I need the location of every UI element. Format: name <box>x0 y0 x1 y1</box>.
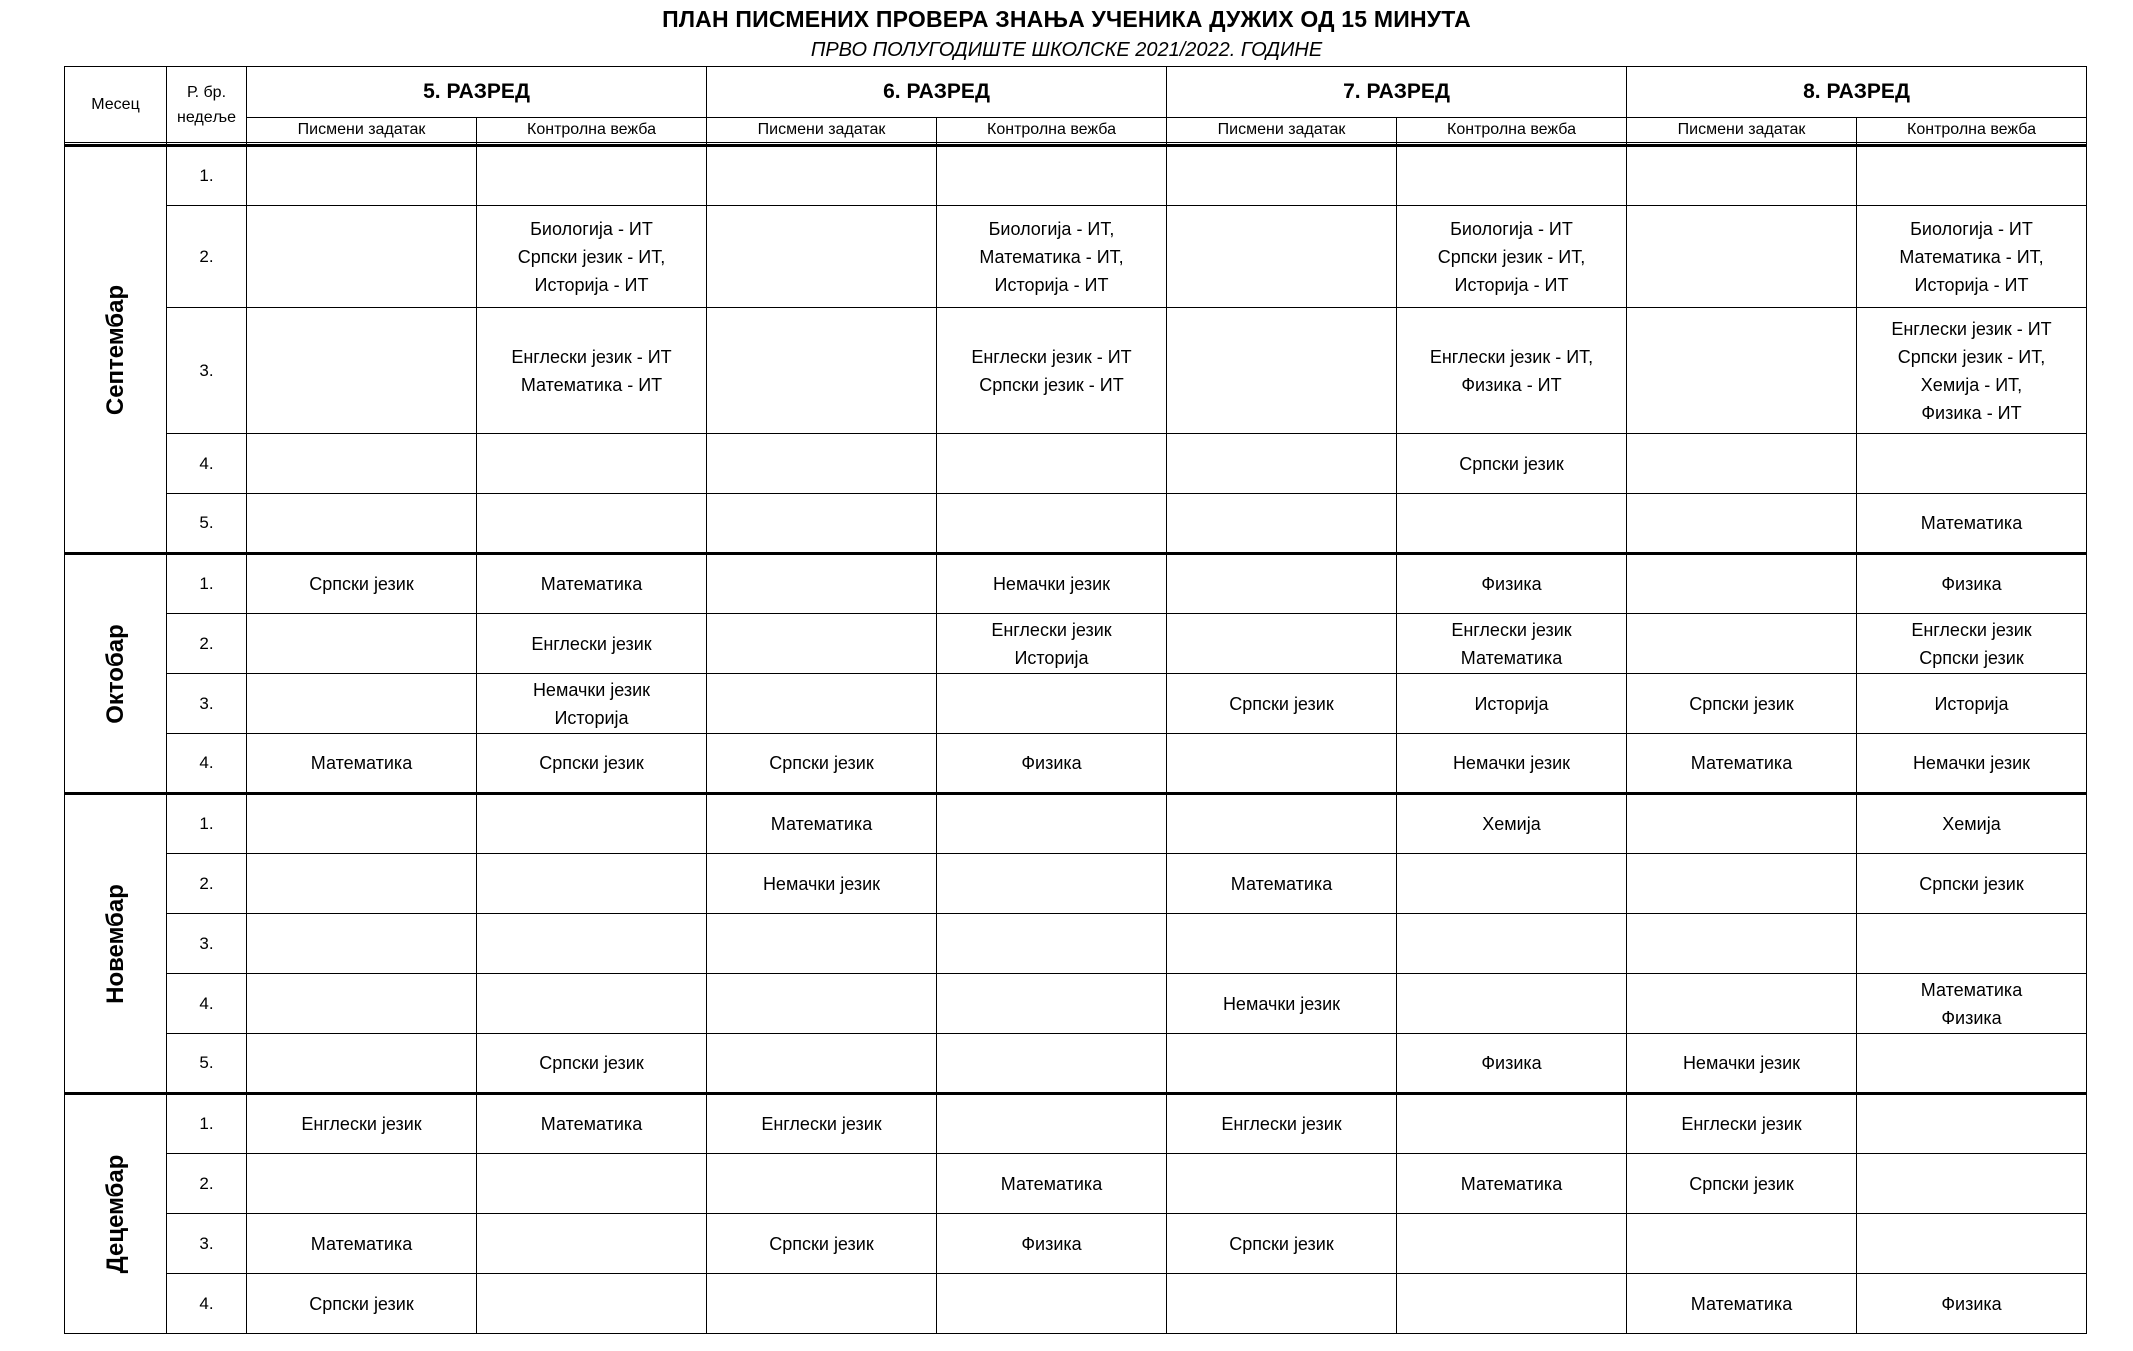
written-task-cell <box>707 434 937 494</box>
written-task-cell <box>707 1094 937 1154</box>
schedule-body <box>65 143 2087 1334</box>
week-number: 1. <box>167 794 247 854</box>
control-exercise-cell <box>1397 794 1627 854</box>
control-exercise-cell <box>477 854 707 914</box>
week-number: 2. <box>167 854 247 914</box>
written-task-cell <box>247 1154 477 1214</box>
written-task-cell <box>1167 1154 1397 1214</box>
subject-entry: Биологија - ИТ Српски језик - ИТ, Историја - ИТ <box>517 218 666 295</box>
written-task-cell <box>247 1274 477 1334</box>
week-row <box>65 1034 2087 1094</box>
written-task-cell <box>247 614 477 674</box>
subject-entry: Математика <box>1920 513 2023 533</box>
control-exercise-cell <box>1857 1034 2087 1094</box>
subject-entry: Физика <box>1481 574 1542 594</box>
written-task-cell <box>1627 1034 1857 1094</box>
month-label: Децембар <box>101 1154 129 1274</box>
subject-entry: Биологија - ИТ Српски језик - ИТ, Историја - ИТ <box>1437 218 1586 295</box>
written-task-cell <box>1167 494 1397 554</box>
control-exercise-cell <box>1857 1274 2087 1334</box>
written-task-cell <box>1627 206 1857 308</box>
control-exercise-cell <box>937 734 1167 794</box>
written-task-cell <box>707 308 937 434</box>
written-task-cell <box>707 494 937 554</box>
control-exercise-cell <box>937 1274 1167 1334</box>
week-row <box>65 554 2087 614</box>
week-number: 4. <box>167 734 247 794</box>
written-task-cell <box>1167 1034 1397 1094</box>
control-exercise-cell <box>477 674 707 734</box>
written-task-cell <box>247 674 477 734</box>
control-exercise-cell <box>1397 206 1627 308</box>
control-exercise-cell <box>1397 434 1627 494</box>
week-number: 5. <box>167 494 247 554</box>
written-task-cell <box>1167 554 1397 614</box>
control-exercise-cell <box>1397 1154 1627 1214</box>
control-exercise-cell <box>937 974 1167 1034</box>
control-exercise-cell <box>1857 494 2087 554</box>
week-number: 3. <box>167 1214 247 1274</box>
control-exercise-cell <box>1397 734 1627 794</box>
week-number: 4. <box>167 1274 247 1334</box>
control-exercise-cell <box>477 794 707 854</box>
subject-entry: Математика <box>540 574 643 594</box>
written-task-cell <box>1627 734 1857 794</box>
written-task-cell <box>247 1214 477 1274</box>
written-task-cell <box>707 1274 937 1334</box>
subject-entry: Математика <box>540 1114 643 1134</box>
week-row <box>65 614 2087 674</box>
week-row <box>65 734 2087 794</box>
week-row <box>65 674 2087 734</box>
control-exercise-cell <box>1857 1154 2087 1214</box>
control-exercise-cell <box>1397 1274 1627 1334</box>
control-exercise-cell <box>477 734 707 794</box>
week-number: 4. <box>167 434 247 494</box>
written-task-cell <box>1167 794 1397 854</box>
control-exercise-cell <box>477 614 707 674</box>
control-exercise-cell <box>477 494 707 554</box>
subject-entry: Математика <box>1230 873 1333 894</box>
written-task-cell <box>1167 614 1397 674</box>
week-row <box>65 1154 2087 1214</box>
subject-entry: Немачки језик <box>1222 993 1341 1014</box>
written-task-cell <box>247 308 477 434</box>
subject-entry: Енглески језик <box>1221 1114 1342 1134</box>
control-exercise-cell <box>1397 1214 1627 1274</box>
written-task-cell <box>707 914 937 974</box>
control-exercise-cell <box>1857 146 2087 206</box>
written-task-cell <box>1627 1274 1857 1334</box>
written-task-cell <box>1627 554 1857 614</box>
control-exercise-cell <box>477 1094 707 1154</box>
control-exercise-cell <box>937 434 1167 494</box>
written-task-cell <box>1167 1094 1397 1154</box>
written-task-cell <box>1167 146 1397 206</box>
written-task-cell <box>1627 308 1857 434</box>
week-row <box>65 1094 2087 1154</box>
control-exercise-cell <box>477 1154 707 1214</box>
control-exercise-cell <box>477 206 707 308</box>
subject-entry: Физика <box>1021 753 1082 773</box>
week-row <box>65 794 2087 854</box>
written-task-cell <box>1627 434 1857 494</box>
subject-entry: Српски језик <box>539 1053 644 1073</box>
week-number: 2. <box>167 1154 247 1214</box>
month-label-cell <box>65 554 167 794</box>
subject-entry: Енглески језик - ИТ Математика - ИТ <box>511 346 672 395</box>
control-exercise-cell <box>937 854 1167 914</box>
written-task-cell <box>247 146 477 206</box>
month-label: Октобар <box>101 623 129 724</box>
control-exercise-cell <box>477 1274 707 1334</box>
control-exercise-cell <box>477 1034 707 1094</box>
control-exercise-cell <box>1857 1214 2087 1274</box>
written-task-header: Писмени задатак <box>1627 118 1857 143</box>
written-task-cell <box>707 1034 937 1094</box>
written-task-cell <box>1627 794 1857 854</box>
control-exercise-cell <box>1857 308 2087 434</box>
written-task-cell <box>1627 1154 1857 1214</box>
subject-entry: Математика <box>770 814 873 834</box>
grade-8-header: 8. РАЗРЕД <box>1627 67 2087 118</box>
control-exercise-cell <box>1857 434 2087 494</box>
written-task-cell <box>247 794 477 854</box>
written-task-cell <box>1167 1214 1397 1274</box>
written-task-cell <box>1627 914 1857 974</box>
written-task-cell <box>707 206 937 308</box>
header-row-types <box>65 118 2087 143</box>
control-exercise-cell <box>1397 1034 1627 1094</box>
written-task-cell <box>1627 614 1857 674</box>
week-number: 3. <box>167 674 247 734</box>
subject-entry: Биологија - ИТ, Математика - ИТ, Историја - ИТ <box>979 218 1124 295</box>
written-task-cell <box>1627 494 1857 554</box>
control-exercise-cell <box>1857 554 2087 614</box>
subject-entry: Немачки језик <box>1452 753 1571 773</box>
written-task-cell <box>1167 914 1397 974</box>
written-task-cell <box>1627 1094 1857 1154</box>
week-row <box>65 1274 2087 1334</box>
week-number: 2. <box>167 614 247 674</box>
control-exercise-cell <box>1397 494 1627 554</box>
control-exercise-cell <box>937 1094 1167 1154</box>
written-task-cell <box>707 146 937 206</box>
subject-entry: Немачки језик <box>1912 753 2031 773</box>
written-task-cell <box>1627 674 1857 734</box>
written-task-cell <box>247 974 477 1034</box>
written-task-cell <box>707 1154 937 1214</box>
control-exercise-cell <box>1857 1094 2087 1154</box>
month-label: Септембар <box>101 284 129 415</box>
control-exercise-cell <box>937 794 1167 854</box>
written-task-cell <box>707 854 937 914</box>
week-row <box>65 974 2087 1034</box>
subject-entry: Математика <box>1690 753 1793 773</box>
subject-entry: Математика <box>1460 1173 1563 1194</box>
subject-entry: Енглески језик <box>301 1114 422 1134</box>
control-exercise-cell <box>1397 554 1627 614</box>
grade-6-header: 6. РАЗРЕД <box>707 67 1167 118</box>
control-exercise-cell <box>937 1154 1167 1214</box>
control-exercise-cell <box>1397 614 1627 674</box>
grade-7-header: 7. РАЗРЕД <box>1167 67 1627 118</box>
subject-entry: Немачки језик <box>1682 1053 1801 1073</box>
written-task-cell <box>1627 974 1857 1034</box>
written-task-cell <box>1167 674 1397 734</box>
week-row <box>65 494 2087 554</box>
written-task-cell <box>1167 308 1397 434</box>
written-task-cell <box>247 914 477 974</box>
written-task-cell <box>707 554 937 614</box>
subject-entry: Српски језик <box>1689 693 1794 714</box>
written-task-cell <box>1167 1274 1397 1334</box>
subject-entry: Српски језик <box>769 753 874 773</box>
control-exercise-cell <box>477 308 707 434</box>
written-task-cell <box>247 206 477 308</box>
written-task-cell <box>707 734 937 794</box>
subject-entry: Математика <box>1000 1173 1103 1194</box>
control-exercise-cell <box>1857 854 2087 914</box>
written-task-cell <box>1167 854 1397 914</box>
control-exercise-cell <box>1857 614 2087 674</box>
control-exercise-cell <box>477 1214 707 1274</box>
written-task-cell <box>1167 974 1397 1034</box>
subject-entry: Српски језик <box>769 1233 874 1254</box>
written-task-header: Писмени задатак <box>1167 118 1397 143</box>
subject-entry: Математика Физика <box>1920 979 2023 1028</box>
subject-entry: Енглески језик <box>531 633 652 654</box>
month-label-cell <box>65 1094 167 1334</box>
subject-entry: Енглески језик - ИТ, Физика - ИТ <box>1429 346 1594 395</box>
week-row <box>65 206 2087 308</box>
written-task-cell <box>247 434 477 494</box>
document-title: ПЛАН ПИСМЕНИХ ПРОВЕРА ЗНАЊА УЧЕНИКА ДУЖИХ ОД 15 МИНУТА <box>662 6 1471 32</box>
written-task-header: Писмени задатак <box>247 118 477 143</box>
control-exercise-cell <box>937 1034 1167 1094</box>
subject-entry: Немачки језик <box>992 574 1111 594</box>
control-exercise-cell <box>1397 854 1627 914</box>
written-task-cell <box>1627 1214 1857 1274</box>
written-task-cell <box>1627 854 1857 914</box>
control-exercise-cell <box>937 914 1167 974</box>
control-exercise-cell <box>1397 308 1627 434</box>
written-task-cell <box>707 674 937 734</box>
control-exercise-header: Контролна вежба <box>1857 118 2087 143</box>
control-exercise-cell <box>937 614 1167 674</box>
subject-entry: Физика <box>1941 574 2002 594</box>
subject-entry: Српски језик <box>1229 1233 1334 1254</box>
subject-entry: Физика <box>1481 1053 1542 1073</box>
written-task-cell <box>247 734 477 794</box>
control-exercise-header: Контролна вежба <box>937 118 1167 143</box>
week-row <box>65 914 2087 974</box>
control-exercise-cell <box>1397 974 1627 1034</box>
subject-entry: Хемија <box>1942 814 2001 834</box>
subject-entry: Енглески језик <box>761 1114 882 1134</box>
week-number: 1. <box>167 1094 247 1154</box>
control-exercise-cell <box>937 308 1167 434</box>
week-row <box>65 854 2087 914</box>
subject-entry: Српски језик <box>1689 1173 1794 1194</box>
subject-entry: Српски језик <box>309 1293 414 1314</box>
subject-entry: Физика <box>1021 1233 1082 1254</box>
written-task-cell <box>247 1094 477 1154</box>
control-exercise-cell <box>1397 914 1627 974</box>
control-exercise-cell <box>1857 914 2087 974</box>
week-row <box>65 146 2087 206</box>
written-task-cell <box>707 794 937 854</box>
subject-entry: Српски језик <box>309 574 414 594</box>
subject-entry: Српски језик <box>1459 453 1564 474</box>
month-label: Новембар <box>101 883 129 1004</box>
week-number: 3. <box>167 914 247 974</box>
control-exercise-cell <box>477 974 707 1034</box>
control-exercise-cell <box>1397 674 1627 734</box>
subject-entry: Математика <box>310 1233 413 1254</box>
written-task-header: Писмени задатак <box>707 118 937 143</box>
control-exercise-cell <box>937 146 1167 206</box>
written-task-cell <box>247 1034 477 1094</box>
week-number: 1. <box>167 554 247 614</box>
week-row <box>65 308 2087 434</box>
subject-entry: Биологија - ИТ Математика - ИТ, Историја - ИТ <box>1899 218 2044 295</box>
written-task-cell <box>247 554 477 614</box>
month-column-header: Месец <box>65 67 167 143</box>
control-exercise-cell <box>1397 146 1627 206</box>
control-exercise-cell <box>477 554 707 614</box>
subject-entry: Српски језик <box>539 753 644 773</box>
week-number: 4. <box>167 974 247 1034</box>
week-column-header: Р. бр. недеље <box>167 67 247 143</box>
exam-schedule-table <box>64 66 2087 1334</box>
subject-entry: Енглески језик Српски језик <box>1911 619 2032 668</box>
control-exercise-cell <box>1857 206 2087 308</box>
written-task-cell <box>1167 206 1397 308</box>
control-exercise-cell <box>1397 1094 1627 1154</box>
control-exercise-cell <box>937 1214 1167 1274</box>
control-exercise-cell <box>937 554 1167 614</box>
subject-entry: Немачки језик Историја <box>532 679 651 728</box>
subject-entry: Енглески језик Математика <box>1451 619 1572 668</box>
subject-entry: Физика <box>1941 1293 2002 1314</box>
subject-entry: Енглески језик - ИТ Српски језик - ИТ <box>971 346 1132 395</box>
week-number: 5. <box>167 1034 247 1094</box>
grade-5-header: 5. РАЗРЕД <box>247 67 707 118</box>
week-number: 1. <box>167 146 247 206</box>
control-exercise-cell <box>477 914 707 974</box>
subject-entry: Енглески језик <box>1681 1114 1802 1134</box>
written-task-cell <box>707 614 937 674</box>
control-exercise-cell <box>477 434 707 494</box>
control-exercise-cell <box>937 206 1167 308</box>
control-exercise-cell <box>1857 974 2087 1034</box>
week-number: 3. <box>167 308 247 434</box>
written-task-cell <box>1627 146 1857 206</box>
subject-entry: Историја <box>1934 693 2009 714</box>
written-task-cell <box>247 854 477 914</box>
subject-entry: Математика <box>310 753 413 773</box>
written-task-cell <box>707 1214 937 1274</box>
subject-entry: Српски језик <box>1229 693 1334 714</box>
subject-entry: Српски језик <box>1919 873 2024 894</box>
subject-entry: Историја <box>1474 693 1549 714</box>
control-exercise-cell <box>1857 794 2087 854</box>
control-exercise-header: Контролна вежба <box>1397 118 1627 143</box>
written-task-cell <box>1167 434 1397 494</box>
subject-entry: Математика <box>1690 1293 1793 1314</box>
header-row-grades <box>65 67 2087 118</box>
subject-entry: Енглески језик Историја <box>991 619 1112 668</box>
subject-entry: Немачки језик <box>762 873 881 894</box>
month-label-cell <box>65 146 167 554</box>
written-task-cell <box>707 974 937 1034</box>
month-label-cell <box>65 794 167 1094</box>
week-number: 2. <box>167 206 247 308</box>
subject-entry: Енглески језик - ИТ Српски језик - ИТ, Хемија - ИТ, Физика - ИТ <box>1891 318 2052 423</box>
week-row <box>65 1214 2087 1274</box>
written-task-cell <box>247 494 477 554</box>
control-exercise-cell <box>477 146 707 206</box>
control-exercise-cell <box>1857 674 2087 734</box>
control-exercise-cell <box>937 674 1167 734</box>
written-task-cell <box>1167 734 1397 794</box>
document-subtitle: ПРВО ПОЛУГОДИШТЕ ШКОЛСКЕ 2021/2022. ГОДИНЕ <box>810 39 1323 61</box>
week-row <box>65 434 2087 494</box>
control-exercise-cell <box>1857 734 2087 794</box>
subject-entry: Хемија <box>1482 814 1541 834</box>
control-exercise-header: Контролна вежба <box>477 118 707 143</box>
control-exercise-cell <box>937 494 1167 554</box>
